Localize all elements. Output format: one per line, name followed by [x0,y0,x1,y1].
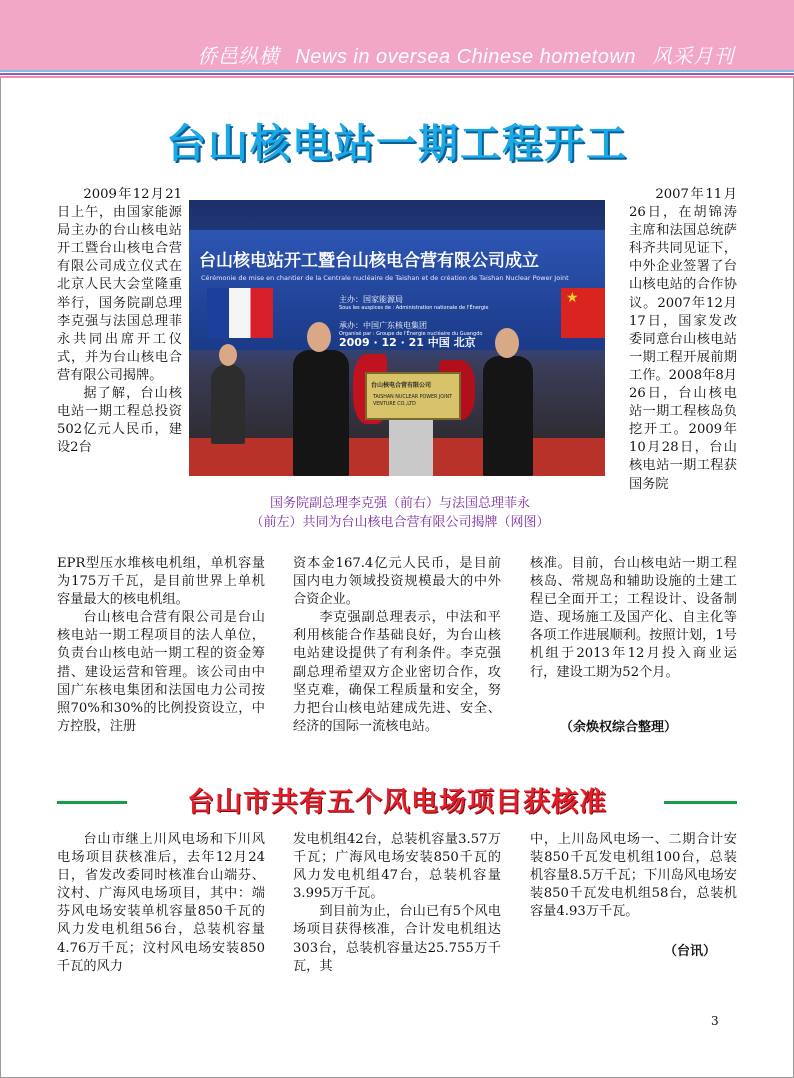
article1-left-p2: 据了解，台山核电站一期工程总投资502亿元人民币，建设2台 [57,386,182,456]
header-cn-right: 风采月刊 [652,46,734,68]
page-number: 3 [711,1014,719,1028]
header-text [197,40,734,69]
photo-banner-organizer: 承办：中国广东核电集团 Organisé par : Groupe de l'Énergie nucléaire du Guangdo [339,321,483,337]
article1-col-lower-right [530,555,737,682]
caption-line1: 国务院副总理李克强（前右）与法国总理菲永 [269,496,530,511]
article1-photo [189,200,605,476]
photo-plaque-stand [389,416,433,476]
article2-col3-p1: 中，上川岛风电场一、二期合计安装850千瓦发电机组100台，总装机容量8.5万千瓦；下川岛风电场安装850千瓦发电机组58台，总装机容量4.93万千瓦。 [530,832,737,920]
photo-person-li [483,356,533,476]
caption-line2: （前左）共同为台山核电合营有限公司揭牌（网图） [250,515,550,530]
header-en: News in oversea Chinese hometown [295,46,636,68]
photo-head-left [219,344,237,366]
article1-left-p1: 2009年12月21日上午，由国家能源局主办的台山核电站开工暨台山核电合营有限公司成立仪式在北京人民大会堂隆重举行，国务院副总理李克强与法国总理菲永共同出席开工仪式，并为台山核电合营有限公司揭牌。 [57,187,182,383]
article1-col-lower-mid [293,555,501,736]
article2-signature: （台讯） [664,944,717,959]
article2-col2 [293,831,501,976]
article1-signature: （余焕权综合整理） [560,720,678,735]
article2-col3 [530,831,737,921]
photo-plaque-en: TAISHAN NUCLEAR POWER JOINT VENTURE CO.,LTD [373,395,453,407]
article2-col2-p1: 发电机组42台，总装机容量3.57万千瓦；广海风电场安装850千瓦的风力发电机组47台，总装机容量3.995万千瓦。 [293,832,501,902]
article2-col2-p2: 到目前为止，台山已有5个风电场项目获得核准，合计发电机组达303台，总装机容量达25.755万千瓦，其 [293,904,501,974]
photo-banner-french: Cérémonie de mise en chantier de la Centrale nucléaire de Taishan et de création de Taishan Nuclear Power Joint [201,274,569,282]
article1-col-left [57,186,182,457]
photo-person-left [211,364,245,444]
article1-lower-mid-p2: 李克强副总理表示，中法和平利用核能合作基础良好，为台山核电站建设提供了有利条件。李克强副总理希望双方企业密切合作，攻坚克难，确保工程质量和安全，努力把台山核电站建成先进、安全、经济的国际一流核电站。 [293,610,501,734]
article1-lower-left-p1: EPR型压水堆核电机组，单机容量为175万千瓦，是目前世界上单机容量最大的核电机组。 [57,556,265,608]
article1-lower-mid-p1: 资本金167.4亿元人民币，是目前国内电力领域投资规模最大的中外合资企业。 [293,556,501,608]
photo-banner-host: 主办：国家能源局 Sous les auspices de : Administration nationale de l'Énergie [339,295,489,311]
article1-right-p1: 2007年11月26日，在胡锦涛主席和法国总统萨科齐共同见证下，中外企业签署了台山核电站的合作协议。2007年12月17日，国家发改委同意台山核电站一期工程开展前期工作。2008年8月26日，台山核电站一期工程核岛负挖开工。2009年10月28日，台山核电站一期工程获国务院 [629,187,737,492]
header-cn-left: 侨邑纵横 [197,46,280,68]
photo-person-fillon [293,350,349,476]
article2-col1-p1: 台山市继上川风电场和下川风电场项目获核准后，去年12月24日，省发改委同时核准台山端芬、汶村、广海风电场项目，其中：端芬风电场安装单机容量850千瓦的风力发电机组56台，总装机容量4.76万千瓦；汶村风电场安装850千瓦的风力 [57,832,265,974]
chinese-flag-icon [561,288,605,338]
article2-title: 台山市共有五个风电场项目获核准 [187,787,607,818]
header-stripes [0,70,794,78]
photo-banner-date: 2009 · 12 · 21 中国 北京 [339,336,476,349]
photo-head-li [495,328,519,358]
article1-col-lower-left [57,555,265,736]
photo-plaque-cn: 台山核电合营有限公司 [371,382,432,389]
photo-banner-title: 台山核电站开工暨台山核电合营有限公司成立 [199,251,539,271]
header-bar [0,0,794,70]
photo-caption [170,494,630,532]
article1-title: 台山核电站一期工程开工 [166,121,628,167]
article2-col1 [57,831,265,976]
french-flag-icon [207,288,273,338]
article1-col-right-top [629,186,737,494]
article1-lower-left-p2: 台山核电合营有限公司是台山核电站一期工程项目的法人单位，负责台山核电站一期工程的资金筹措、建设运营和管理。该公司由中国广东核电集团和法国电力公司按照70%和30%的比例投资设立，中方控股，注册 [57,610,265,734]
photo-head-fillon [307,322,331,352]
article1-lower-right-p1: 核准。目前，台山核电站一期工程核岛、常规岛和辅助设施的土建工程已全面开工；工程设计、设备制造、现场施工及国产化、自主化等各项工作进展顺利。按照计划，1号机组于2013年12月投入商业运行，建设工期为52个月。 [530,556,737,680]
photo-plaque [365,372,461,420]
